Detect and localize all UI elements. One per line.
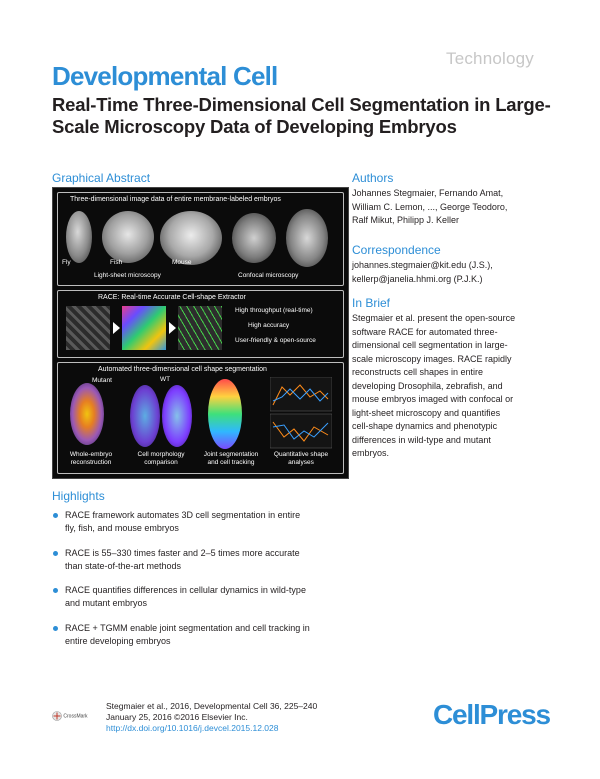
- highlights-list: [52, 509, 352, 659]
- authors-list: [352, 187, 552, 228]
- ga-arrow-1: [113, 322, 120, 334]
- highlight-item: RACE + TGMM enable joint segmentation and cell tracking in entire developing embryos: [52, 622, 352, 648]
- authors-line: Johannes Stegmaier, Fernando Amat,: [352, 188, 504, 198]
- in-brief-line: software RACE for automated three-: [352, 326, 498, 337]
- whole-embryo-reconstruction-image: [70, 383, 104, 445]
- journal-name: Developmental Cell: [52, 61, 278, 91]
- ga-feature-accuracy: High accuracy: [248, 322, 290, 329]
- in-brief-line: cell-shape dynamics and phenotypic: [352, 421, 498, 431]
- correspondence-list: [352, 259, 552, 286]
- in-brief-line: dimensional cell segmentation in large-: [352, 340, 508, 350]
- mutant-embryo-image: [130, 385, 160, 447]
- ga-feature-throughput: High throughput (real-time): [235, 307, 313, 314]
- in-brief-line: scale microscopy images. RACE rapidly: [352, 353, 512, 364]
- bullet-icon: [53, 588, 58, 593]
- mouse-embryo-image: [160, 211, 222, 265]
- highlights-heading: Highlights: [52, 489, 105, 503]
- ga-label-mutant: Mutant: [92, 377, 112, 384]
- confocal-embryo-image-2: [286, 209, 328, 267]
- crossmark-logo[interactable]: CrossMark: [52, 711, 96, 723]
- ga-middle-panel: [57, 290, 344, 358]
- in-brief-line: embryos.: [352, 448, 390, 458]
- graphical-abstract-heading: Graphical Abstract: [52, 171, 151, 185]
- confocal-embryo-image-1: [232, 213, 276, 263]
- ga-bottom-caption: Automated three-dimensional cell shape segmentation: [98, 366, 267, 373]
- fish-embryo-image: [102, 211, 154, 263]
- highlight-item: RACE quantifies differences in cellular dynamics in wild-type and mutant embryos: [52, 584, 352, 610]
- fly-embryo-image: [66, 211, 92, 263]
- crossmark-icon: [52, 711, 62, 721]
- ga-label-reconstruction: Whole-embryo reconstruction: [69, 451, 113, 466]
- section-tag: Technology: [446, 49, 535, 68]
- shape-analysis-plots: [270, 377, 332, 449]
- outlined-cells-image: [178, 306, 222, 350]
- in-brief-line: developing Drosophila, zebrafish, and: [352, 380, 503, 391]
- ga-label-fish: Fish: [110, 259, 123, 266]
- ga-label-morphology: Cell morphology comparison: [137, 451, 185, 466]
- ga-label-light-sheet: Light-sheet microscopy: [94, 272, 161, 279]
- highlight-item: RACE framework automates 3D cell segmentation in entire fly, fish, and mouse embryos: [52, 509, 352, 535]
- raw-cells-image: [66, 306, 110, 350]
- cell-tracking-embryo-image: [208, 379, 242, 449]
- wt-embryo-image: [162, 385, 192, 447]
- ga-label-fly: Fly: [62, 259, 71, 266]
- ga-middle-caption: RACE: Real-time Accurate Cell-shape Extractor: [98, 294, 246, 301]
- ga-feature-open-source: User-friendly & open-source: [235, 337, 316, 344]
- segmented-cells-image: [122, 306, 166, 350]
- in-brief-line: reconstructs cell shapes in entire: [352, 367, 484, 377]
- correspondence-email[interactable]: johannes.stegmaier@kit.edu (J.S.),: [352, 260, 493, 270]
- highlight-item: RACE is 55–330 times faster and 2–5 times more accurate than state-of-the-art methods: [52, 547, 352, 573]
- in-brief-line: mouse embryos imaged with confocal or: [352, 394, 514, 404]
- authors-line: Ralf Mikut, Philipp J. Keller: [352, 215, 460, 225]
- publication-date: January 25, 2016 ©2016 Elsevier Inc.: [106, 712, 248, 722]
- authors-heading: Authors: [352, 171, 394, 185]
- article-title: Real-Time Three-Dimensional Cell Segmentation in Large-Scale Microscopy Data of Developing Embryos: [52, 94, 551, 137]
- in-brief-heading: In Brief: [352, 296, 391, 310]
- in-brief-text: [352, 312, 552, 461]
- ga-label-tracking: Joint segmentation and cell tracking: [203, 451, 259, 466]
- in-brief-line: light-sheet microscopy and quantifies: [352, 407, 501, 418]
- ga-arrow-2: [169, 322, 176, 334]
- ga-label-shape-analyses: Quantitative shape analyses: [273, 451, 329, 466]
- ga-bottom-panel: [57, 362, 344, 474]
- ga-label-mouse: Mouse: [172, 259, 192, 266]
- correspondence-heading: Correspondence: [352, 243, 441, 257]
- authors-line: William C. Lemon, ..., George Teodoro,: [352, 201, 508, 212]
- ga-label-confocal: Confocal microscopy: [238, 272, 299, 279]
- bullet-icon: [53, 513, 58, 518]
- ga-label-wt: WT: [160, 376, 171, 383]
- bullet-icon: [53, 551, 58, 556]
- ga-top-panel: [57, 192, 344, 286]
- bullet-icon: [53, 626, 58, 631]
- in-brief-line: differences in wild-type and mutant: [352, 434, 491, 445]
- doi-link[interactable]: http://dx.doi.org/10.1016/j.devcel.2015.12.028: [106, 723, 279, 733]
- correspondence-email[interactable]: kellerp@janelia.hhmi.org (P.J.K.): [352, 273, 483, 284]
- in-brief-line: Stegmaier et al. present the open-source: [352, 313, 516, 323]
- ga-top-caption: Three-dimensional image data of entire membrane-labeled embryos: [70, 196, 281, 203]
- graphical-abstract-figure: [52, 187, 349, 479]
- cellpress-logo: CellPress: [433, 699, 550, 730]
- citation: Stegmaier et al., 2016, Developmental Cell 36, 225–240: [106, 701, 318, 711]
